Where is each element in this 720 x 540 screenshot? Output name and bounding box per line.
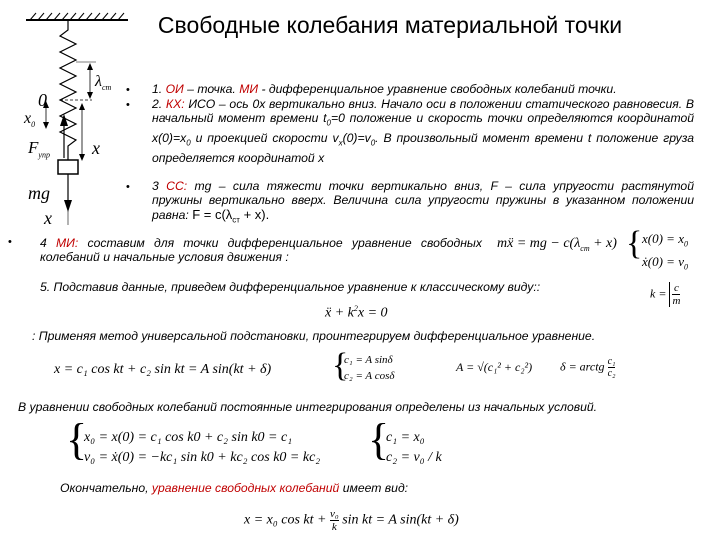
label-x0: $x_0$ [24,110,36,130]
label-lambda-st: $\lambda_{ст}$ [95,73,112,93]
result-brace: { [368,415,390,464]
init-brace: { [66,415,88,464]
c-brace: { [332,347,349,384]
label-mg: mg [28,183,50,203]
constants-result: c₁ = x₀ c₂ = v₀ / k [386,430,442,465]
item-7: В уравнении свободных колебаний постоянные интегрирования определены из начальных условий. [18,400,598,414]
general-solution: x = c₁ cos kt + c₂ sin kt = A sin(kt + δ) [54,362,272,377]
ode-formula: mẍ = mg − $c(\lambda_{ст} + x)$ [497,236,617,253]
amplitude-formula: A = √(c₁² + c₂²) [456,360,533,374]
initial-system: x₀ = x(0) = c₁ cos k0 + c₂ sin k0 = c₁ v₀ = ẋ(0) = −kc₁ sin k0 + kc₂ cos k0 = kc₂ [84,430,321,465]
k-formula: k = $\frac{c}{m}$ [650,282,681,307]
spring-mass-diagram [0,0,150,230]
bullet: • [126,181,130,193]
item-3: 3 СС: mg – сила тяжести точки вертикально вниз, F – сила упругости растянутой пружины вертикально вверх. Величина сила упругости пружины в указанном положении равна: $F = c(\lambda_{ст} + x)$. [152,179,694,225]
label-f-upr: $F_{упр}$ [28,138,50,160]
ic-brace: { [626,225,643,262]
classic-equation: ẍ + $k^2x = 0$ [325,304,388,321]
ceiling-hatch [26,13,128,20]
bullet: • [8,236,12,248]
item-2: 2. КХ: ИСО – ось 0x вертикально вниз. Начало оси в положении статического равновесия. В начальный момент времени $t_0=0$ положение и скорость точки определяются координатой $x(0)=x_0$ и проекцией скорости $v_x(0)=v_0$. В произвольный момент времени t положение груза определяется координатой x [152,97,695,165]
item-5: 5. Подставив данные, приведем дифференциальное уравнение к классическому виду:: [40,280,541,294]
label-x-mid: x [92,138,100,158]
mass-block [58,160,78,174]
item-1: 1. ОИ – точка. МИ - дифференциальное уравнение свободных колебаний точки. [152,82,617,96]
item-8: Окончательно, уравнение свободных колебаний имеет вид: [60,481,409,495]
c-definitions: c₁ = A sinδ c₂ = A cosδ [344,354,395,382]
final-solution: x = x₀ cos kt + $\frac{\text{v₀}}{k}$ sin kt = A sin(kt + δ) [244,508,459,533]
bullet: • [126,84,130,96]
slide-title: Свободные колебания материальной точки [157,12,623,38]
spring [60,20,76,160]
delta-formula: δ = arctg $\frac{\text{c₁}}{\text{c₂}}$ [560,356,616,379]
label-x-bottom: x [44,208,52,228]
item-4: 4 МИ: составим для точки дифференциальное уравнение свободных колебаний и начальные условия движения : [40,236,482,265]
bullet: • [126,99,130,111]
label-zero: 0 [38,90,47,110]
item-6: : Применяя метод универсальной подстановки, проинтегрируем дифференциальное уравнение. [32,329,596,343]
initial-conditions: $x(0) = x_0$ ẋ(0) = $v_0$ [642,231,688,272]
